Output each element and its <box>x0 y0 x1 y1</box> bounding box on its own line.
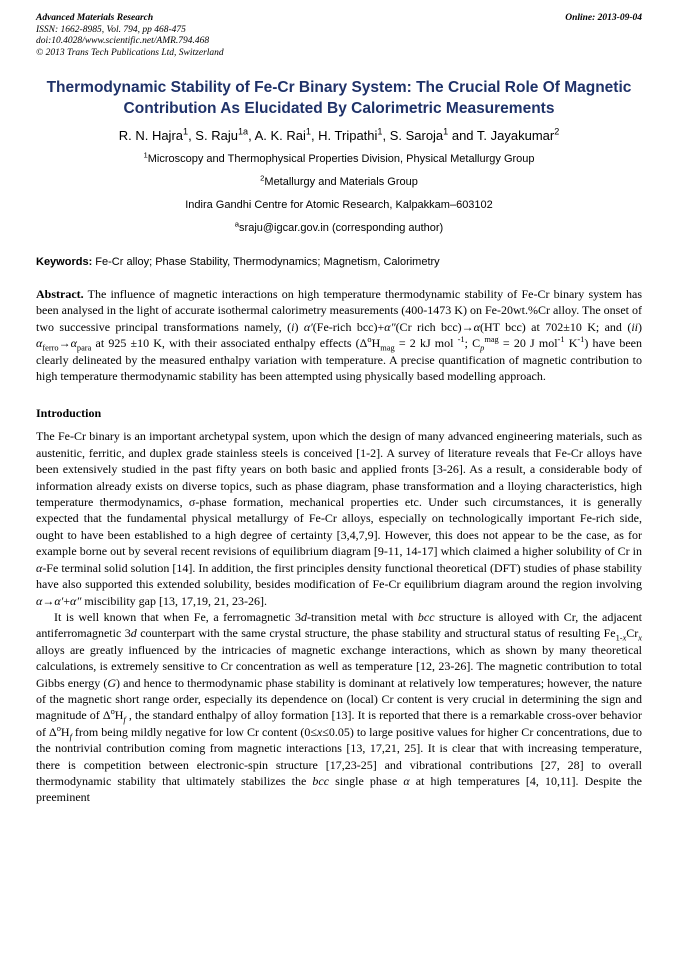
corresponding-author-email: $^a$sraju@igcar.gov.in (corresponding author) <box>234 219 444 234</box>
doi-line: doi:10.4028/www.scientific.net/AMR.794.468 <box>36 36 210 46</box>
affiliation-1: $^1$Microscopy and Thermophysical Properties Division, Physical Metallurgy Group <box>143 150 535 165</box>
journal-header-left <box>36 13 224 59</box>
journal-name: Advanced Materials Research <box>36 13 154 23</box>
issn-volume-pages-line: ISSN: 1662-8985, Vol. 794, pp 468-475 <box>36 24 186 35</box>
abstract-paragraph <box>36 286 642 384</box>
section-heading-introduction: Introduction <box>36 406 102 421</box>
abstract-text: The influence of magnetic interactions on high temperature thermodynamic stability of Fe-Cr binary system has been analysed in the light of accurate isothermal calorimetry measurements (400-1473 K) on Fe-20wt.%Cr alloy. The onset of two successive principal transformations namely, (i) α′(Fe-rich bcc)+α″(Cr rich bcc)→α(HT bcc) at 702±10 K; and (ii) $\alpha_{ferro}\to\alpha_{para}$ at 925 ±10 K, with their associated enthalpy effects ($\Delta^oH_{mag} = 2$ kJ mol $^{-1}$; $C_p^{mag} = 20$ J mol$^{-1}$ $K^{-1}$) have been clearly delineated by the measured enthalpy variation with temperature. A precise quantification of magnetic contribution to high temperature thermodynamic stability has been attempted using physically based modelling approach. <box>36 287 643 384</box>
keywords-line <box>36 256 642 268</box>
keywords-text: Fe-Cr alloy; Phase Stability, Thermodynamics; Magnetism, Calorimetry <box>92 256 440 268</box>
keywords-label: Keywords: <box>36 256 93 268</box>
journal-header <box>36 13 642 59</box>
introduction-paragraph-1: The Fe-Cr binary is an important archetypal system, upon which the design of many advanced engineering materials, such as austenitic, ferritic, and duplex grade stainless steels is conceived [1-2]. A survey of literature reveals that Fe-Cr alloys have been extensively studied in the past fifty years on both basic and applied fronts [3-26]. As a result, a considerable body of information already exists on diverse topics, such as phase diagram, phase transformation and a lloying characteristics, high temperature thermodynamics, σ-phase formation, mechanical properties etc. Under such circumstances, it is generally expected that the fundamental physical metallurgy of Fe-Cr alloys, especially on technologically important Fe-rich side, ought to have been established to a high degree of certainty [3,4,7,9]. However, this does not appear to be the case, as for example borne out by several recent revisions of equilibrium diagram [9-11, 14-17] which claimed a higher solubility of Cr in α-Fe terminal solid solution [14]. In addition, the first principles density functional theoretical (DFT) studies of phase stability have also supported this extended solubility, besides modification of Fe-Cr equilibrium diagram around the region involving α→α′+α″ miscibility gap [13, 17,19, 21, 23-26]. <box>36 429 642 608</box>
affiliation-2: $^2$Metallurgy and Materials Group <box>260 173 418 188</box>
copyright-line: © 2013 Trans Tech Publications Ltd, Switzerland <box>36 47 224 58</box>
introduction-paragraph-2: It is well known that when Fe, a ferromagnetic 3d-transition metal with bcc structure is alloyed with Cr, the adjacent antiferromagnetic 3d counterpart with the same crystal structure, the phase stability and structural status of resulting $Fe_{1-x}Cr_x$ alloys are greatly influenced by the intricacies of magnetic exchange interactions, which as shown by many theoretical calculations, is extremely sensitive to Cr concentration as well as temperature [12, 23-26]. The magnetic contribution to total Gibbs energy (G) and hence to thermodynamic phase stability is dominant at relatively low temperatures; however, the nature of the magnetic short range order, especially its dependence on (local) Cr content is very crucial in determining the sign and magnitude of $\Delta^oH_f$ , the standard enthalpy of alloy formation [13]. It is reported that there is a remarkable cross-over behavior of $\Delta^oH_f$ from being mildly negative for low Cr content (0≤x≤0.05) to large positive values for higher Cr concentrations, due to the nontrivial contribution coming from magnetic interactions [13, 17,21, 25]. It is clear that with increasing temperature, there is competition between electronic-spin structure [17,23-25] and vibrational contributions [27, 28] to overall thermodynamic stability that ultimately stabilizes the bcc single phase α at high temperatures [4, 10,11]. Despite the preeminent <box>36 609 643 805</box>
online-date: Online: 2013-09-04 <box>565 13 642 23</box>
paper-title: Thermodynamic Stability of Fe-Cr Binary System: The Crucial Role Of Magnetic Contribution As Elucidated By Calorimetric Measurements <box>46 79 632 117</box>
authors-line: R. N. Hajra$^1$, S. Raju$^{1a}$, A. K. Rai$^1$, H. Tripathi$^1$, S. Saroja$^1$ and T. Jayakumar$^2$ <box>118 126 560 143</box>
abstract-label: Abstract. <box>36 287 84 301</box>
affiliation-institute: Indira Gandhi Centre for Atomic Research, Kalpakkam–603102 <box>185 199 493 211</box>
